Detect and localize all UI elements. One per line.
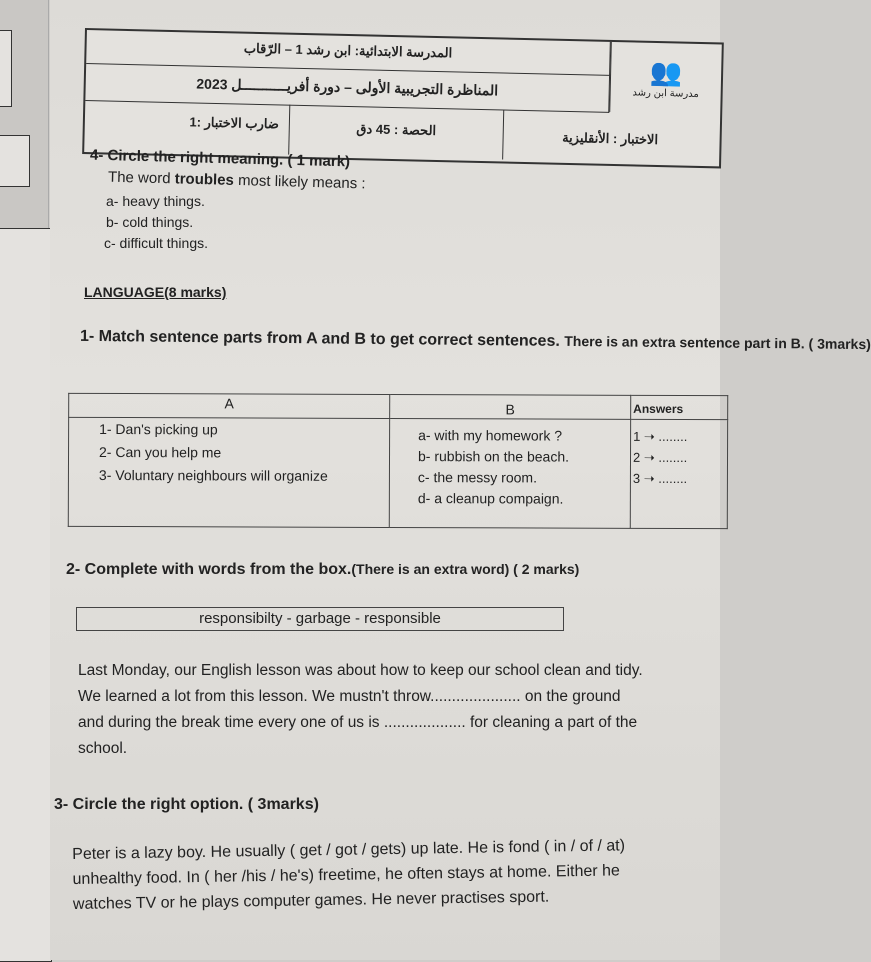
logo-text: مدرسة ابن رشد — [632, 87, 699, 100]
adjacent-page-box — [0, 135, 30, 187]
exam-title: المناظرة التجريبية الأولى – دورة أفريـــــــــــل 2023 — [85, 63, 610, 113]
q4-option: b- cold things. — [106, 214, 194, 230]
a-item: 2- Can you help me — [99, 443, 222, 461]
adjacent-page — [0, 0, 49, 960]
col-a-items — [68, 417, 389, 527]
answer-slot[interactable]: 3 ➝ ........ — [632, 470, 688, 487]
exam-number: ضارب الاختبار :1 — [84, 100, 290, 155]
q3-paragraph — [72, 833, 626, 917]
q4-prompt-pre: The word — [107, 168, 175, 188]
answers-header: Answers — [631, 395, 728, 419]
q2-line: Last Monday, our English lesson was about how to keep our school clean and tidy. — [78, 662, 643, 679]
q2-note: (There is an extra word) ( 2 marks) — [351, 561, 580, 577]
adjacent-page-box — [0, 30, 12, 107]
col-a-header: A — [69, 393, 390, 418]
exam-header — [82, 28, 724, 168]
word-box: responsibilty - garbage - responsible — [76, 607, 564, 631]
school-logo: 👥 مدرسة ابن رشد — [609, 42, 722, 115]
q2-title — [66, 561, 579, 579]
answers-column — [630, 419, 727, 528]
q3-line: Peter is a lazy boy. He usually ( get / got / gets) up late. He is fond ( in / of / at) — [72, 837, 626, 863]
b-item: b- rubbish on the beach. — [417, 448, 570, 465]
q1-title-text: 1- Match sentence parts from A and B to get correct sentences. — [79, 327, 560, 350]
language-heading: LANGUAGE(8 marks) — [84, 284, 227, 300]
col-b-items — [389, 418, 630, 528]
answer-slot[interactable]: 2 ➝ ........ — [632, 449, 688, 466]
exam-duration: الحصة : 45 دق — [289, 105, 504, 160]
q4-title: 4- Circle the right meaning. ( 1 mark) — [89, 146, 351, 171]
q2-title-text: 2- Complete with words from the box. — [66, 561, 352, 578]
b-item: c- the messy room. — [417, 469, 538, 486]
q2-line: and during the break time every one of us is ................... for cleaning a part of the — [78, 714, 638, 731]
q3-line: unhealthy food. In ( her /his / he's) freetime, he often stays at home. Either he — [72, 862, 621, 888]
q2-line: We learned a lot from this lesson. We mustn't throw..................... on the ground — [78, 688, 621, 705]
col-b-header: B — [390, 394, 631, 419]
answer-slot[interactable]: 1 ➝ ........ — [633, 428, 688, 445]
q4-prompt-post: most likely means : — [233, 171, 366, 193]
q4-option: a- heavy things. — [106, 193, 205, 209]
q4-option: c- difficult things. — [104, 235, 209, 251]
matching-table — [68, 393, 728, 529]
q4-keyword: troubles — [174, 170, 235, 189]
q2-paragraph — [78, 658, 643, 762]
a-item: 1- Dan's picking up — [99, 420, 218, 438]
q3-line: watches TV or he plays computer games. He never practises sport. — [72, 888, 550, 913]
b-item: d- a cleanup compaign. — [417, 490, 564, 507]
b-item: a- with my homework ? — [418, 427, 563, 444]
q1-note: There is an extra sentence part in B. ( 3marks) — [564, 332, 871, 353]
q3-title: 3- Circle the right option. ( 3marks) — [54, 796, 319, 813]
adjacent-page-box — [0, 228, 52, 962]
q2-line: school. — [78, 740, 128, 757]
school-name: المدرسة الابتدائية: ابن رشد 1 – الرّقاب — [86, 30, 611, 76]
a-item: 3- Voluntary neighbours will organize — [98, 466, 328, 484]
exam-subject: الاختبار : الأنقليزية — [562, 129, 659, 148]
